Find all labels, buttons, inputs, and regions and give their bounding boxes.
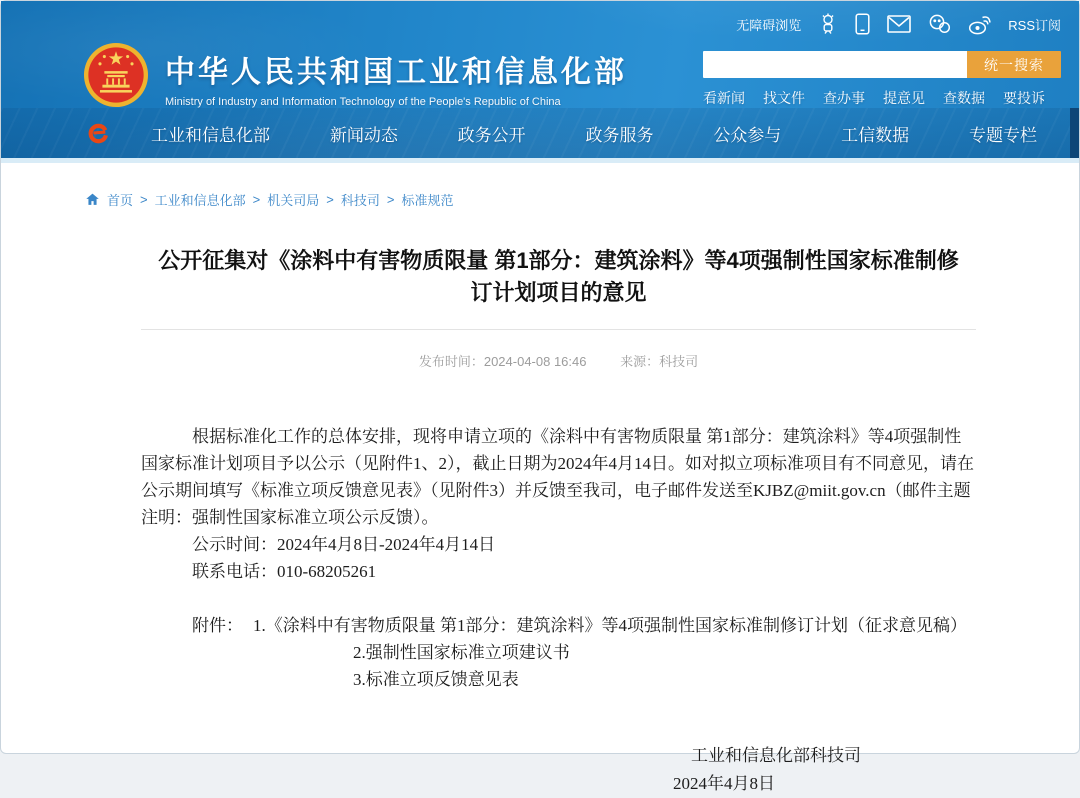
attachment-item-3[interactable]: 3.标准立项反馈意见表 — [353, 669, 519, 689]
quick-link-complaints[interactable]: 要投诉 — [1003, 90, 1045, 106]
attachment-item-1[interactable]: 1.《涂料中有害物质限量 第1部分：建筑涂料》等4项强制性国家标准制修订计划（征求意见稿） — [253, 615, 967, 635]
site-logo-row — [83, 42, 627, 113]
paragraph-main: 根据标准化工作的总体安排，现将申请立项的《涂料中有害物质限量 第1部分：建筑涂料》等4项强制性国家标准计划项目予以公示（见附件1、2），截止日期为2024年4月14日。如对拟立项标准项目有不同意见，请在公示期间填写《标准立项反馈意见表》（见附件3）并反馈至我司，电子邮件发送至KJBZ@miit.gov.cn（邮件主题注明：强制性国家标准立项公示反馈）。 — [141, 426, 974, 527]
national-emblem — [83, 42, 149, 113]
attachments-label: 附件： — [192, 615, 243, 635]
contact-phone: 联系电话：010-68205261 — [192, 561, 377, 581]
article-source: 来源：科技司 — [620, 353, 699, 369]
quick-link-documents[interactable]: 找文件 — [763, 90, 805, 106]
breadcrumb: 首页 > 工业和信息化部 > 机关司局 > 科技司 > 标准规范 — [1, 163, 1079, 209]
nav-item-news[interactable]: 新闻动态 — [329, 125, 398, 145]
mascot-robot-icon[interactable] — [818, 13, 838, 35]
signature-date: 2024年4月8日 — [673, 773, 775, 793]
signature-department: 工业和信息化部科技司 — [691, 745, 861, 765]
article-body — [141, 423, 976, 798]
site-banner — [1, 1, 1079, 163]
breadcrumb-item-miit[interactable]: 工业和信息化部 — [154, 193, 246, 208]
quick-link-news[interactable]: 看新闻 — [703, 90, 745, 106]
unified-search-button[interactable]: 统一搜索 — [967, 51, 1061, 78]
breadcrumb-item-home[interactable]: 首页 — [107, 193, 134, 208]
nav-item-public-participation[interactable]: 公众参与 — [713, 125, 782, 145]
quick-link-data[interactable]: 查数据 — [943, 90, 985, 106]
quick-link-services[interactable]: 查办事 — [823, 90, 865, 106]
nav-item-miit[interactable]: 工业和信息化部 — [151, 125, 270, 145]
accessibility-link[interactable]: 无障碍浏览 — [736, 17, 802, 33]
breadcrumb-item-science-tech[interactable]: 科技司 — [340, 193, 380, 208]
site-subtitle: Ministry of Industry and Information Technology of the People's Republic of China — [165, 96, 561, 108]
nav-edge-strip — [1070, 108, 1079, 158]
miit-logo-icon — [87, 122, 109, 149]
search-area — [703, 51, 1061, 108]
nav-item-special-topics[interactable]: 专题专栏 — [968, 125, 1037, 145]
quick-links — [703, 88, 1061, 108]
breadcrumb-item-standards: 标准规范 — [401, 193, 454, 208]
home-icon — [85, 193, 100, 207]
main-nav — [1, 108, 1079, 158]
utility-topbar — [736, 13, 1061, 35]
search-input[interactable] — [703, 51, 967, 78]
mobile-app-icon[interactable] — [855, 13, 870, 35]
weibo-icon[interactable] — [968, 14, 991, 35]
nav-item-miit-data[interactable]: 工信数据 — [841, 125, 910, 145]
article — [141, 245, 976, 798]
article-meta — [141, 351, 976, 370]
breadcrumb-item-departments[interactable]: 机关司局 — [267, 193, 320, 208]
rss-link[interactable]: RSS订阅 — [1008, 17, 1061, 33]
signature-block — [141, 742, 976, 798]
attachment-item-2[interactable]: 2.强制性国家标准立项建议书 — [353, 642, 570, 662]
quick-link-suggestions[interactable]: 提意见 — [883, 90, 925, 106]
nav-item-gov-openness[interactable]: 政务公开 — [457, 125, 526, 145]
mail-icon[interactable] — [887, 15, 911, 33]
publish-time: 发布时间：2024-04-08 16:46 — [418, 353, 587, 369]
publicity-period: 公示时间：2024年4月8日-2024年4月14日 — [192, 534, 496, 554]
wechat-icon[interactable] — [928, 14, 951, 34]
nav-item-gov-services[interactable]: 政务服务 — [585, 125, 654, 145]
attachments-line — [141, 612, 976, 639]
site-title: 中华人民共和国工业和信息化部 — [165, 56, 627, 89]
title-divider — [141, 329, 976, 330]
article-title: 公开征集对《涂料中有害物质限量 第1部分：建筑涂料》等4项强制性国家标准制修订计划项目的意见 — [158, 248, 959, 305]
